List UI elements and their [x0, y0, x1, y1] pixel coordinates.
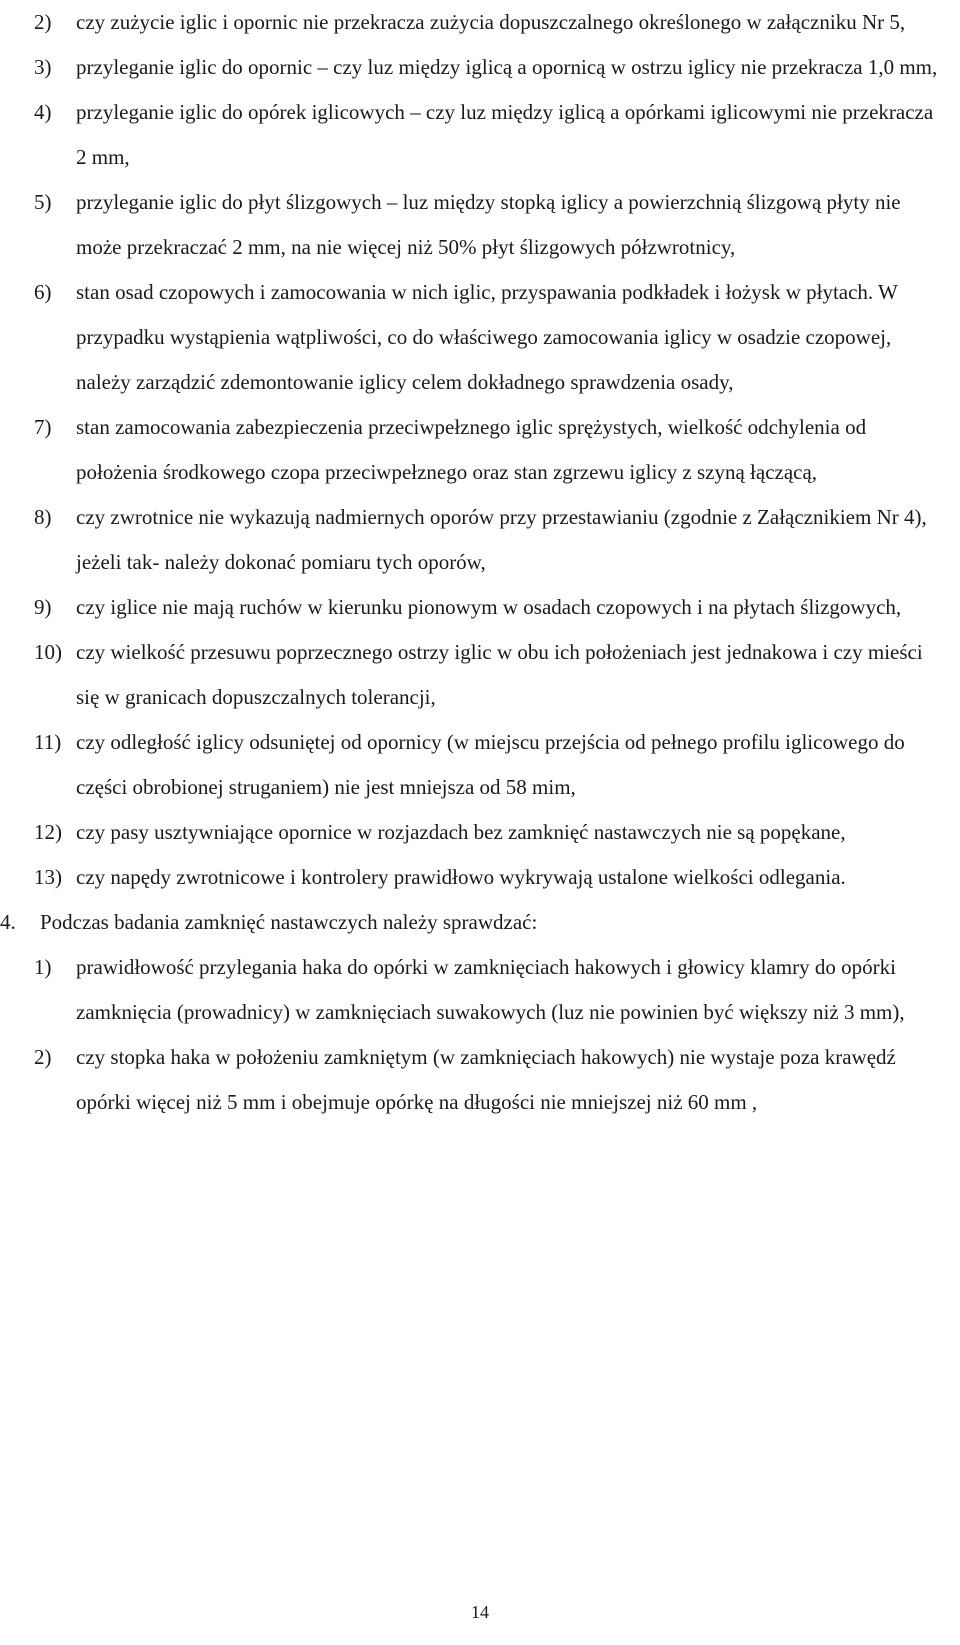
- item-text: czy stopka haka w położeniu zamkniętym (w zamknięciach hakowych) nie wystaje poza krawędź opórki więcej niż 5 mm i obejmuje opórkę na długości nie mniejszej niż 60 mm ,: [76, 1045, 896, 1114]
- item-text: czy iglice nie mają ruchów w kierunku pionowym w osadach czopowych i na płytach ślizgowych,: [76, 595, 902, 619]
- item-number: 1): [34, 955, 52, 979]
- list-item-7: [0, 405, 960, 495]
- list-item-12: [0, 810, 960, 855]
- item-text: czy zużycie iglic i opornic nie przekracza zużycia dopuszczalnego określonego w załączniku Nr 5,: [76, 10, 906, 34]
- section-heading-4: [0, 900, 960, 945]
- item-number: 6): [34, 280, 52, 304]
- sublist-item-1: [0, 945, 960, 1035]
- list-item-6: [0, 270, 960, 405]
- item-number: 4): [34, 100, 52, 124]
- item-number: 12): [34, 820, 62, 844]
- item-text: przyleganie iglic do opornic – czy luz między iglicą a opornicą w ostrzu iglicy nie przekracza 1,0 mm,: [76, 55, 938, 79]
- item-number: 8): [34, 505, 52, 529]
- sublist-item-2: [0, 1035, 960, 1125]
- item-text: przyleganie iglic do opórek iglicowych – czy luz między iglicą a opórkami iglicowymi nie przekracza 2 mm,: [76, 100, 934, 169]
- item-number: 9): [34, 595, 52, 619]
- item-text: czy napędy zwrotnicowe i kontrolery prawidłowo wykrywają ustalone wielkości odlegania.: [76, 865, 846, 889]
- item-text: czy wielkość przesuwu poprzecznego ostrzy iglic w obu ich położeniach jest jednakowa i czy mieści się w granicach dopuszczalnych tolerancji,: [76, 640, 923, 709]
- list-item-9: [0, 585, 960, 630]
- list-item-4: [0, 90, 960, 180]
- item-text: czy odległość iglicy odsuniętej od opornicy (w miejscu przejścia od pełnego profilu iglicowego do części obrobionej struganiem) nie jest mniejsza od 58 mim,: [76, 730, 905, 799]
- item-number: 2): [34, 10, 52, 34]
- section-number: 4.: [0, 910, 16, 934]
- list-item-13: [0, 855, 960, 900]
- item-text: stan zamocowania zabezpieczenia przeciwpełznego iglic sprężystych, wielkość odchylenia od położenia środkowego czopa przeciwpełznego oraz stan zgrzewu iglicy z szyną łączącą,: [76, 415, 867, 484]
- page-number: 14: [471, 1602, 489, 1622]
- item-text: prawidłowość przylegania haka do opórki w zamknięciach hakowych i głowicy klamry do opórki zamknięcia (prowadnicy) w zamknięciach suwakowych (luz nie powinien być większy niż 3 mm),: [76, 955, 905, 1024]
- item-number: 11): [34, 730, 62, 754]
- section-text: Podczas badania zamknięć nastawczych należy sprawdzać:: [40, 910, 538, 934]
- item-number: 2): [34, 1045, 52, 1069]
- item-number: 13): [34, 865, 62, 889]
- list-item-2: [0, 0, 960, 45]
- item-number: 5): [34, 190, 52, 214]
- item-text: stan osad czopowych i zamocowania w nich iglic, przyspawania podkładek i łożysk w płytach. W przypadku wystąpienia wątpliwości, co do właściwego zamocowania iglicy w osadzie czopowej, należy zarządzić zdemontowanie iglicy celem dokładnego sprawdzenia osady,: [76, 280, 898, 394]
- item-number: 7): [34, 415, 52, 439]
- list-item-10: [0, 630, 960, 720]
- list-item-5: [0, 180, 960, 270]
- item-number: 3): [34, 55, 52, 79]
- item-text: przyleganie iglic do płyt ślizgowych – luz między stopką iglicy a powierzchnią ślizgową płyty nie może przekraczać 2 mm, na nie więcej niż 50% płyt ślizgowych półzwrotnicy,: [76, 190, 901, 259]
- item-text: czy pasy usztywniające opornice w rozjazdach bez zamknięć nastawczych nie są popękane,: [76, 820, 846, 844]
- list-item-3: [0, 45, 960, 90]
- list-item-11: [0, 720, 960, 810]
- list-item-8: [0, 495, 960, 585]
- item-text: czy zwrotnice nie wykazują nadmiernych oporów przy przestawianiu (zgodnie z Załącznikiem Nr 4), jeżeli tak- należy dokonać pomiaru tych oporów,: [76, 505, 927, 574]
- item-number: 10): [34, 640, 62, 664]
